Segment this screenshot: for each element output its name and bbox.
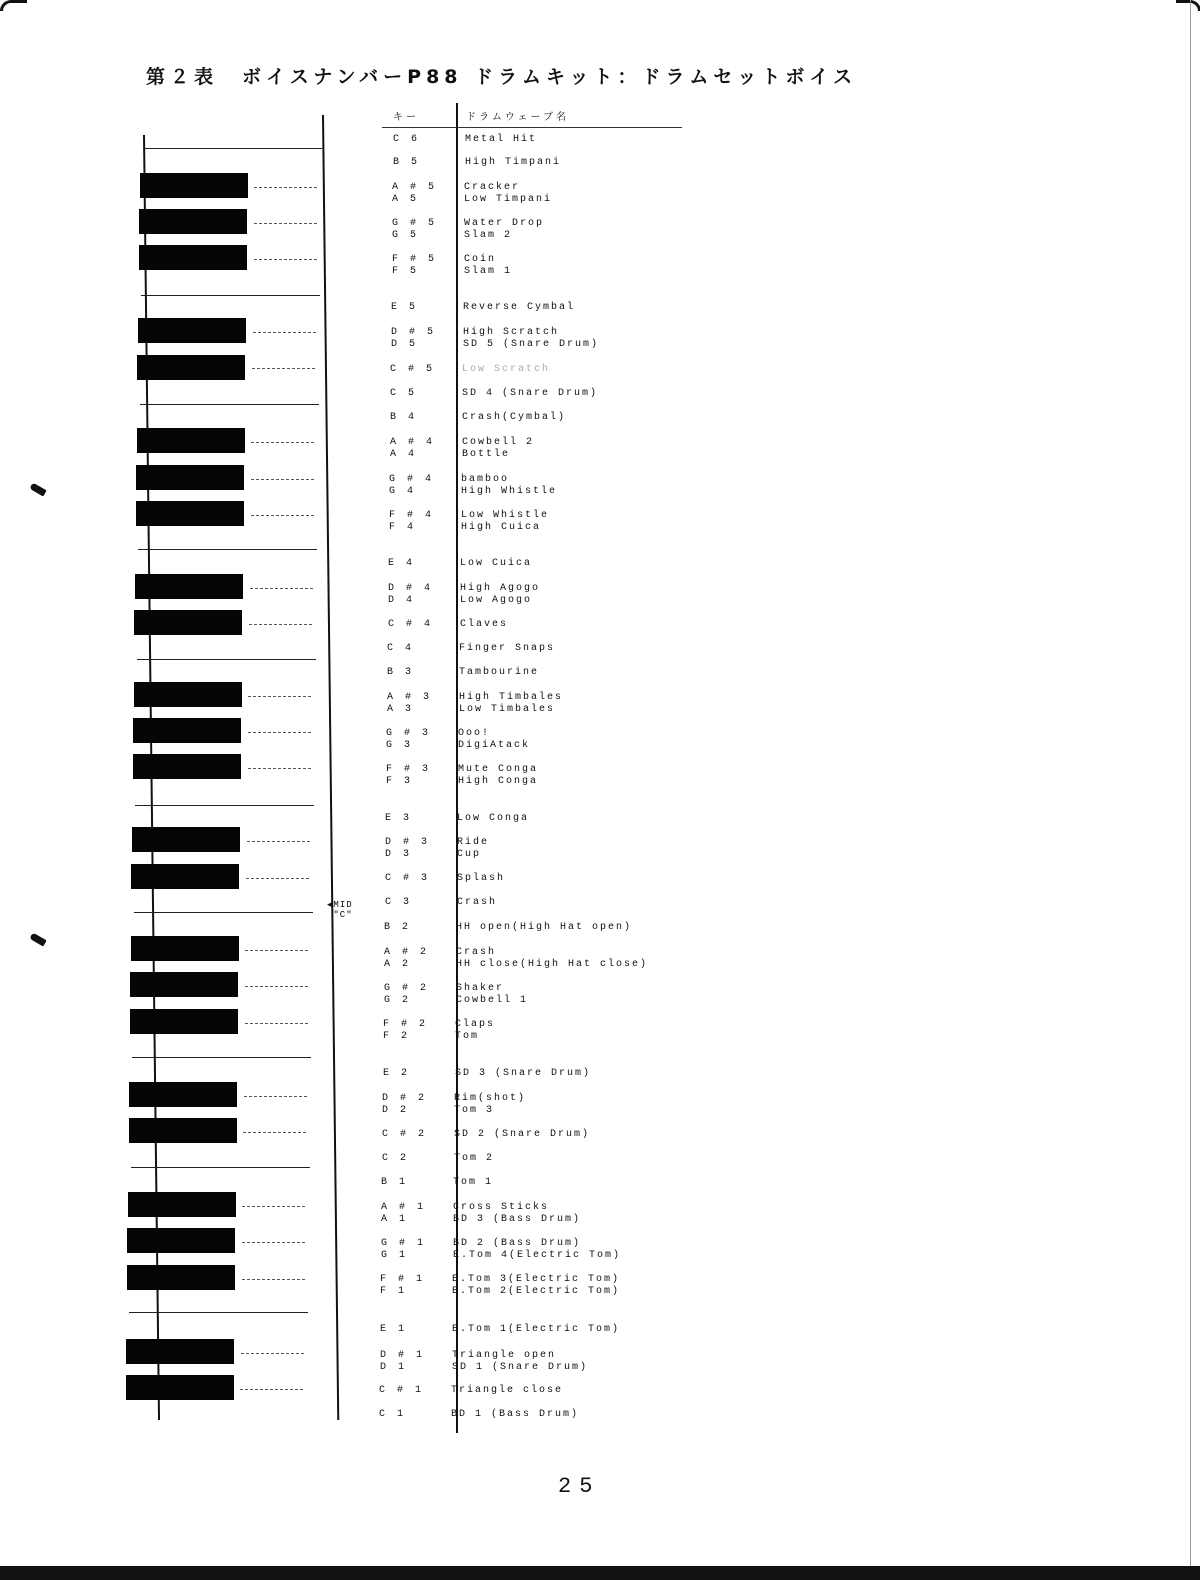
drum-wave-name: Reverse Cymbal xyxy=(463,302,576,313)
white-key-boundary xyxy=(251,442,314,443)
page-corner-top-right xyxy=(1176,0,1200,11)
white-key-boundary xyxy=(250,588,313,589)
white-key-boundary xyxy=(251,515,314,516)
key-label: A # 3 A 3 xyxy=(387,692,433,715)
drum-wave-name: Claps Tom xyxy=(455,1019,496,1042)
key-label: D # 5 D 5 xyxy=(391,327,437,350)
black-key xyxy=(137,428,245,453)
black-key xyxy=(129,1118,237,1143)
key-label: G # 3 G 3 xyxy=(386,728,432,751)
white-key-boundary xyxy=(242,1242,305,1243)
drum-wave-name: High Scratch SD 5 (Snare Drum) xyxy=(463,327,600,350)
white-key-boundary xyxy=(248,696,311,697)
black-key xyxy=(131,936,239,961)
key-label: E 3 xyxy=(385,813,413,824)
drum-wave-name: Triangle open SD 1 (Snare Drum) xyxy=(452,1350,589,1373)
key-label: E 2 xyxy=(383,1068,411,1079)
black-key xyxy=(136,501,244,526)
keyboard-right-edge xyxy=(322,115,339,1420)
key-label: B 3 xyxy=(387,667,415,678)
white-key-boundary xyxy=(252,368,315,369)
key-label: F # 1 F 1 xyxy=(380,1274,426,1297)
drum-wave-name: SD 3 (Snare Drum) xyxy=(455,1068,592,1079)
key-label: E 5 xyxy=(391,302,419,313)
white-key-boundary xyxy=(137,659,316,660)
white-key-boundary xyxy=(242,1279,305,1280)
black-key xyxy=(139,245,247,270)
black-key xyxy=(136,465,244,490)
white-key-boundary xyxy=(132,1057,311,1058)
drum-wave-name: Tambourine xyxy=(459,667,540,678)
white-key-boundary xyxy=(129,1312,308,1313)
black-key xyxy=(137,355,245,380)
keyboard-left-edge xyxy=(143,135,160,1420)
key-label: C 5 xyxy=(390,388,418,399)
page-right-edge xyxy=(1190,0,1191,1566)
page-title: 第２表 ボイスナンバーP88 ドラムキット：ドラムセットボイス xyxy=(146,66,858,88)
drum-wave-name: HH open(High Hat open) xyxy=(456,922,633,933)
mid-c-marker: ◀MID "C" xyxy=(327,900,353,920)
key-label: A # 5 A 5 xyxy=(392,182,438,205)
white-key-boundary xyxy=(241,1353,304,1354)
drum-wave-name: SD 4 (Snare Drum) xyxy=(462,388,599,399)
white-key-boundary xyxy=(245,986,308,987)
header-rule xyxy=(382,127,682,128)
black-key xyxy=(133,718,241,743)
drum-wave-name: Splash xyxy=(457,873,506,884)
key-label: D # 4 D 4 xyxy=(388,583,434,606)
black-key xyxy=(126,1339,234,1364)
black-key xyxy=(131,864,239,889)
drum-wave-name: E.Tom 1(Electric Tom) xyxy=(452,1324,621,1335)
white-key-boundary xyxy=(141,295,320,296)
white-key-boundary xyxy=(247,841,310,842)
white-key-boundary xyxy=(254,187,317,188)
key-label: C 2 xyxy=(382,1153,410,1164)
key-label: D # 1 D 1 xyxy=(380,1350,426,1373)
black-key xyxy=(130,972,238,997)
key-label: A # 2 A 2 xyxy=(384,947,430,970)
white-key-boundary xyxy=(246,878,309,879)
white-key-boundary xyxy=(248,768,311,769)
black-key xyxy=(140,173,248,198)
key-label: C 3 xyxy=(385,897,413,908)
key-label: D # 2 D 2 xyxy=(382,1093,428,1116)
drum-wave-name: E.Tom 3(Electric Tom) E.Tom 2(Electric Tom) xyxy=(452,1274,621,1297)
key-label: A # 4 A 4 xyxy=(390,437,436,460)
page-number: 25 xyxy=(558,1474,601,1499)
key-label: G # 4 G 4 xyxy=(389,474,435,497)
black-key xyxy=(134,610,242,635)
drum-wave-name: Ooo! DigiAtack xyxy=(458,728,531,751)
key-label: B 4 xyxy=(390,412,418,423)
white-key-boundary xyxy=(254,259,317,260)
page-corner-top-left xyxy=(0,0,27,11)
scan-bottom-edge xyxy=(0,1566,1200,1580)
black-key xyxy=(133,754,241,779)
white-key-boundary xyxy=(254,223,317,224)
drum-wave-name: Tom 1 xyxy=(453,1177,494,1188)
white-key-boundary xyxy=(143,148,322,149)
key-label: F # 2 F 2 xyxy=(383,1019,429,1042)
key-label: F # 5 F 5 xyxy=(392,254,438,277)
black-key xyxy=(127,1265,235,1290)
drum-wave-name: Cracker Low Timpani xyxy=(464,182,553,205)
key-label: D # 3 D 3 xyxy=(385,837,431,860)
black-key xyxy=(138,318,246,343)
drum-wave-name: Shaker Cowbell 1 xyxy=(456,983,529,1006)
key-label: G # 5 G 5 xyxy=(392,218,438,241)
white-key-boundary xyxy=(244,1096,307,1097)
key-label: C # 2 xyxy=(382,1129,428,1140)
black-key xyxy=(134,682,242,707)
key-label: A # 1 A 1 xyxy=(381,1202,427,1225)
drum-wave-name: SD 2 (Snare Drum) xyxy=(454,1129,591,1140)
key-label: C 1 xyxy=(379,1409,407,1420)
white-key-boundary xyxy=(249,624,312,625)
drum-wave-name: Cowbell 2 Bottle xyxy=(462,437,535,460)
drum-wave-name: Low Scratch xyxy=(462,364,551,375)
drum-wave-name: Claves xyxy=(460,619,509,630)
white-key-boundary xyxy=(140,404,319,405)
drum-wave-name: Low Cuica xyxy=(460,558,533,569)
black-key xyxy=(130,1009,238,1034)
white-key-boundary xyxy=(240,1389,303,1390)
white-key-boundary xyxy=(251,479,314,480)
drum-wave-name: Ride Cup xyxy=(457,837,490,860)
key-label: C 6 xyxy=(393,134,421,145)
drum-wave-name: High Timpani xyxy=(465,157,562,168)
key-label: B 1 xyxy=(381,1177,409,1188)
drum-wave-name: Crash(Cymbal) xyxy=(462,412,567,423)
header-drum-wave-name: ドラムウェーブ名 xyxy=(466,113,569,124)
drum-wave-name: bamboo High Whistle xyxy=(461,474,558,497)
drum-wave-name: Rim(shot) Tom 3 xyxy=(454,1093,527,1116)
header-key: キー xyxy=(393,113,419,124)
white-key-boundary xyxy=(242,1206,305,1207)
white-key-boundary xyxy=(131,1167,310,1168)
white-key-boundary xyxy=(135,805,314,806)
black-key xyxy=(129,1082,237,1107)
key-label: F # 3 F 3 xyxy=(386,764,432,787)
black-key xyxy=(127,1228,235,1253)
white-key-boundary xyxy=(134,912,313,913)
key-label: G # 2 G 2 xyxy=(384,983,430,1006)
white-key-boundary xyxy=(253,332,316,333)
drum-wave-name: High Timbales Low Timbales xyxy=(459,692,564,715)
drum-wave-name: Mute Conga High Conga xyxy=(458,764,539,787)
drum-wave-name: Water Drop Slam 2 xyxy=(464,218,545,241)
key-label: B 2 xyxy=(384,922,412,933)
drum-wave-name: BD 2 (Bass Drum) E.Tom 4(Electric Tom) xyxy=(453,1238,622,1261)
key-label: C 4 xyxy=(387,643,415,654)
key-label: C # 1 xyxy=(379,1385,425,1396)
white-key-boundary xyxy=(248,732,311,733)
drum-wave-name: Metal Hit xyxy=(465,134,538,145)
drum-wave-name: Crash xyxy=(457,897,498,908)
white-key-boundary xyxy=(243,1132,306,1133)
black-key xyxy=(139,209,247,234)
key-label: C # 4 xyxy=(388,619,434,630)
key-label: C # 5 xyxy=(390,364,436,375)
drum-wave-name: Tom 2 xyxy=(454,1153,495,1164)
black-key xyxy=(135,574,243,599)
drum-wave-name: Triangle close xyxy=(451,1385,564,1396)
drum-wave-name: BD 1 (Bass Drum) xyxy=(451,1409,580,1420)
key-label: G # 1 G 1 xyxy=(381,1238,427,1261)
black-key xyxy=(132,827,240,852)
drum-wave-name: Crash HH close(High Hat close) xyxy=(456,947,649,970)
key-label: E 4 xyxy=(388,558,416,569)
drum-wave-name: Low Conga xyxy=(457,813,530,824)
drum-wave-name: Low Whistle High Cuica xyxy=(461,510,550,533)
key-label: E 1 xyxy=(380,1324,408,1335)
black-key xyxy=(126,1375,234,1400)
drum-wave-name: Finger Snaps xyxy=(459,643,556,654)
key-label: C # 3 xyxy=(385,873,431,884)
white-key-boundary xyxy=(245,1023,308,1024)
drum-wave-name: High Agogo Low Agogo xyxy=(460,583,541,606)
drum-wave-name: Cross Sticks BD 3 (Bass Drum) xyxy=(453,1202,582,1225)
key-label: B 5 xyxy=(393,157,421,168)
drum-wave-name: Coin Slam 1 xyxy=(464,254,513,277)
white-key-boundary xyxy=(245,950,308,951)
key-label: F # 4 F 4 xyxy=(389,510,435,533)
black-key xyxy=(128,1192,236,1217)
white-key-boundary xyxy=(138,549,317,550)
